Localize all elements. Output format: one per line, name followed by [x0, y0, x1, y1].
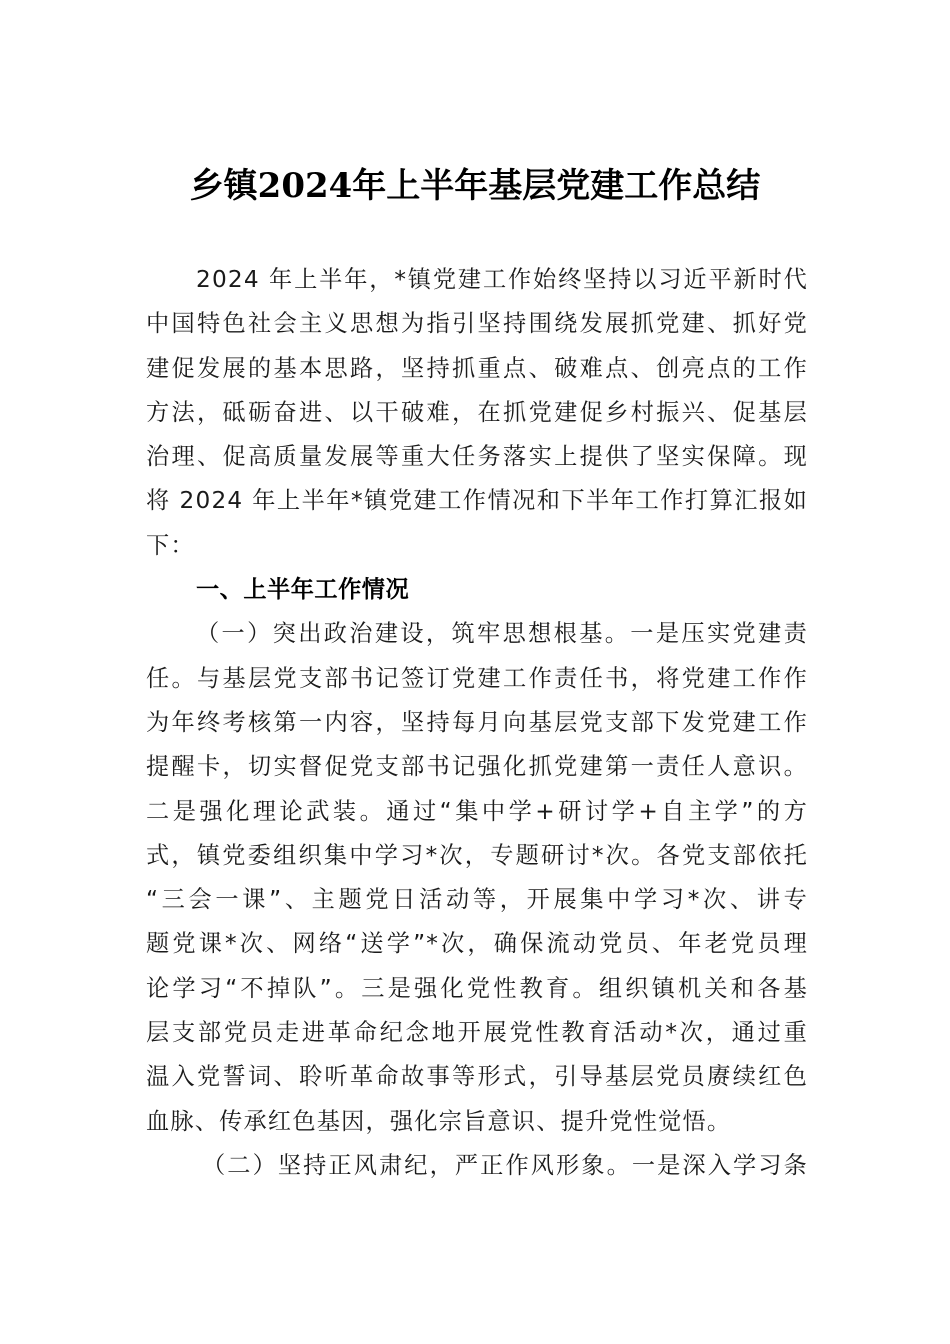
section-1-part-2-paragraph: [146, 1144, 808, 1188]
intro-paragraph: [146, 258, 808, 568]
text-line: 2024 年上半年，*镇党建工作始终坚持以习近平新时代: [196, 266, 808, 293]
text-line: 建促发展的基本思路，坚持抓重点、破难点、创亮点的工作: [146, 354, 808, 382]
section-1-heading: 一、上半年工作情况: [196, 576, 410, 604]
text-line: 中国特色社会主义思想为指引坚持围绕发展抓党建、抓好党: [146, 310, 808, 338]
text-line: 为年终考核第一内容，坚持每月向基层党支部下发党建工作: [146, 708, 808, 736]
text-line: “三会一课”、主题党日活动等，开展集中学习*次、讲专: [146, 886, 808, 914]
text-line: 论学习“不掉队”。三是强化党性教育。组织镇机关和各基: [146, 974, 808, 1002]
text-line: 温入党誓词、聆听革命故事等形式，引导基层党员赓续红色: [146, 1063, 808, 1091]
text-line: 层支部党员走进革命纪念地开展党性教育活动*次，通过重: [146, 1019, 808, 1047]
text-line: 任。与基层党支部书记签订党建工作责任书，将党建工作作: [146, 664, 808, 692]
section-heading: [146, 568, 808, 612]
text-line: （二）坚持正风肃纪，严正作风形象。一是深入学习条: [202, 1151, 808, 1179]
text-line: （一）突出政治建设，筑牢思想根基。一是压实党建责: [196, 620, 808, 648]
document-title: 乡镇2024年上半年基层党建工作总结: [189, 166, 761, 206]
text-line: 血脉、传承红色基因，强化宗旨意识、提升党性觉悟。: [146, 1107, 732, 1135]
document-body: [146, 258, 808, 1188]
text-line: 二是强化理论武装。通过“集中学+研讨学+自主学”的方: [146, 797, 808, 825]
text-line: 题党课*次、网络“送学”*次，确保流动党员、年老党员理: [146, 930, 808, 958]
text-line: 治理、促高质量发展等重大任务落实上提供了坚实保障。现: [146, 443, 808, 471]
text-line: 式，镇党委组织集中学习*次，专题研讨*次。各党支部依托: [146, 841, 808, 869]
section-1-part-1-paragraph: [146, 612, 808, 1144]
text-line: 下：: [146, 531, 195, 559]
text-line: 将 2024 年上半年*镇党建工作情况和下半年工作打算汇报如: [146, 487, 808, 515]
text-line: 方法，砥砺奋进、以干破难，在抓党建促乡村振兴、促基层: [146, 398, 808, 426]
text-line: 提醒卡，切实督促党支部书记强化抓党建第一责任人意识。: [146, 753, 808, 781]
